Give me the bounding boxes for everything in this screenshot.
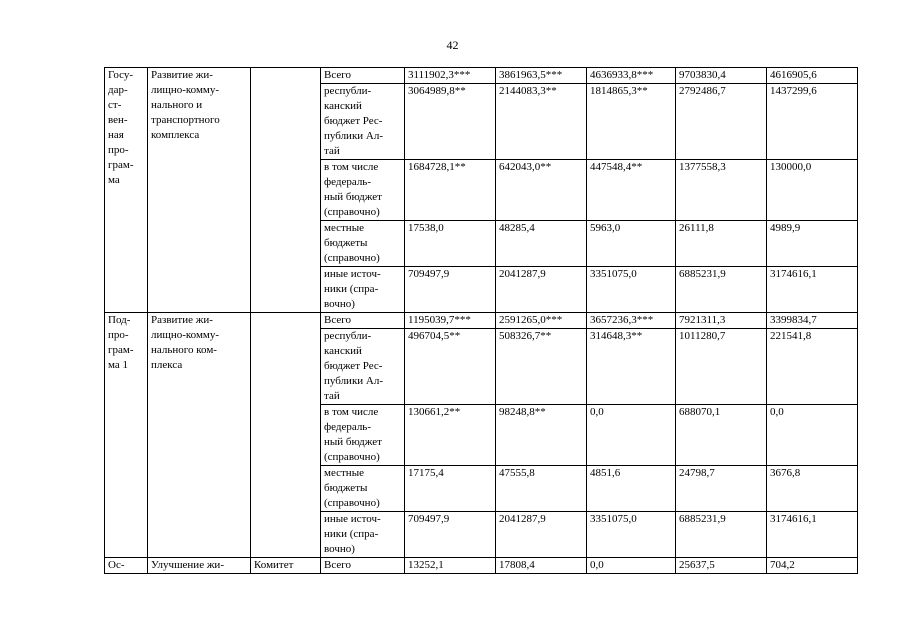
- value-cell: 1195039,7***: [405, 313, 496, 329]
- value-cell: 3111902,3***: [405, 68, 496, 84]
- value-cell: 26111,8: [676, 221, 767, 267]
- value-cell: 17175,4: [405, 466, 496, 512]
- value-cell: 6885231,9: [676, 267, 767, 313]
- value-cell: 5963,0: [587, 221, 676, 267]
- funding-source-cell: республи- канский бюджет Рес- публики Ал- тай: [321, 84, 405, 160]
- table-body: [105, 68, 858, 574]
- value-cell: 130000,0: [767, 160, 858, 221]
- value-cell: 709497,9: [405, 512, 496, 558]
- value-cell: 221541,8: [767, 329, 858, 405]
- value-cell: 496704,5**: [405, 329, 496, 405]
- value-cell: 98248,8**: [496, 405, 587, 466]
- funding-source-cell: Всего: [321, 558, 405, 574]
- value-cell: 1011280,7: [676, 329, 767, 405]
- value-cell: 4851,6: [587, 466, 676, 512]
- value-cell: 0,0: [767, 405, 858, 466]
- value-cell: 2591265,0***: [496, 313, 587, 329]
- table-row: [105, 313, 858, 329]
- value-cell: 7921311,3: [676, 313, 767, 329]
- funding-source-cell: местные бюджеты (справочно): [321, 221, 405, 267]
- value-cell: 25637,5: [676, 558, 767, 574]
- value-cell: 2041287,9: [496, 512, 587, 558]
- value-cell: 13252,1: [405, 558, 496, 574]
- program-type-cell: Под- про- грам- ма 1: [105, 313, 148, 558]
- value-cell: 130661,2**: [405, 405, 496, 466]
- value-cell: 642043,0**: [496, 160, 587, 221]
- value-cell: 2144083,3**: [496, 84, 587, 160]
- funding-source-cell: местные бюджеты (справочно): [321, 466, 405, 512]
- page-number: 42: [446, 38, 459, 52]
- table-row: [105, 558, 858, 574]
- funding-source-cell: в том числе федераль- ный бюджет (справочно): [321, 405, 405, 466]
- value-cell: 1814865,3**: [587, 84, 676, 160]
- value-cell: 0,0: [587, 558, 676, 574]
- value-cell: 3399834,7: [767, 313, 858, 329]
- budget-table: [104, 67, 858, 574]
- program-type-cell: Госу- дар- ст- вен- ная про- грам- ма: [105, 68, 148, 313]
- value-cell: 17808,4: [496, 558, 587, 574]
- value-cell: 47555,8: [496, 466, 587, 512]
- executor-cell: [251, 313, 321, 558]
- value-cell: 9703830,4: [676, 68, 767, 84]
- value-cell: 688070,1: [676, 405, 767, 466]
- value-cell: 17538,0: [405, 221, 496, 267]
- value-cell: 447548,4**: [587, 160, 676, 221]
- value-cell: 4616905,6: [767, 68, 858, 84]
- value-cell: 704,2: [767, 558, 858, 574]
- value-cell: 3676,8: [767, 466, 858, 512]
- value-cell: 2792486,7: [676, 84, 767, 160]
- program-type-cell: Ос-: [105, 558, 148, 574]
- value-cell: 3174616,1: [767, 512, 858, 558]
- value-cell: 314648,3**: [587, 329, 676, 405]
- value-cell: 709497,9: [405, 267, 496, 313]
- value-cell: 3064989,8**: [405, 84, 496, 160]
- table-row: [105, 68, 858, 84]
- value-cell: 4636933,8***: [587, 68, 676, 84]
- program-name-cell: Улучшение жи-: [148, 558, 251, 574]
- funding-source-cell: республи- канский бюджет Рес- публики Ал- тай: [321, 329, 405, 405]
- executor-cell: [251, 68, 321, 313]
- value-cell: 3861963,5***: [496, 68, 587, 84]
- funding-source-cell: Всего: [321, 313, 405, 329]
- value-cell: 2041287,9: [496, 267, 587, 313]
- value-cell: 1684728,1**: [405, 160, 496, 221]
- program-name-cell: Развитие жи- лищно-комму- нального ком- плекса: [148, 313, 251, 558]
- value-cell: 508326,7**: [496, 329, 587, 405]
- executor-cell: Комитет: [251, 558, 321, 574]
- value-cell: 1377558,3: [676, 160, 767, 221]
- funding-source-cell: в том числе федераль- ный бюджет (справочно): [321, 160, 405, 221]
- funding-source-cell: иные источ- ники (спра- вочно): [321, 267, 405, 313]
- value-cell: 4989,9: [767, 221, 858, 267]
- value-cell: 6885231,9: [676, 512, 767, 558]
- value-cell: 3174616,1: [767, 267, 858, 313]
- value-cell: 3351075,0: [587, 512, 676, 558]
- value-cell: 3351075,0: [587, 267, 676, 313]
- value-cell: 3657236,3***: [587, 313, 676, 329]
- value-cell: 1437299,6: [767, 84, 858, 160]
- value-cell: 48285,4: [496, 221, 587, 267]
- program-name-cell: Развитие жи- лищно-комму- нального и транспортного комплекса: [148, 68, 251, 313]
- value-cell: 24798,7: [676, 466, 767, 512]
- funding-source-cell: иные источ- ники (спра- вочно): [321, 512, 405, 558]
- funding-source-cell: Всего: [321, 68, 405, 84]
- value-cell: 0,0: [587, 405, 676, 466]
